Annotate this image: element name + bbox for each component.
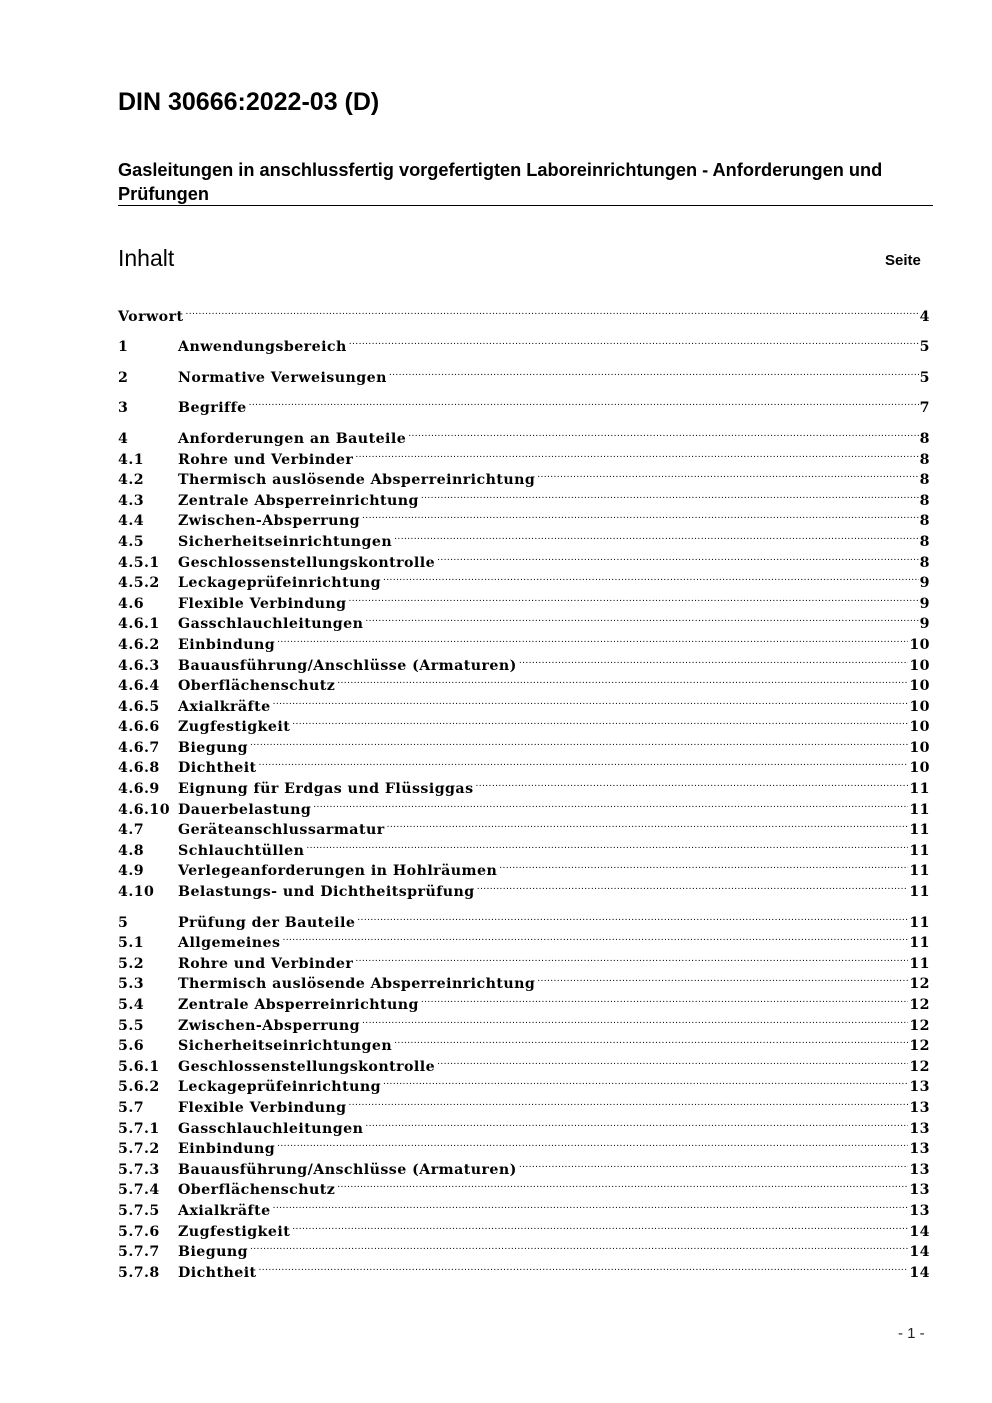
toc-entry[interactable] xyxy=(118,422,930,447)
toc-dot-leader xyxy=(365,1112,908,1133)
toc-entry-page: 14 xyxy=(909,1223,930,1240)
toc-entry-page: 13 xyxy=(909,1099,930,1116)
toc-entry[interactable] xyxy=(118,546,930,571)
toc-dot-leader xyxy=(365,608,918,629)
toc-entry-page: 11 xyxy=(909,884,930,901)
toc-entry-title: Prüfung der Bauteile xyxy=(178,914,356,931)
toc-entry-number: 4.6.5 xyxy=(118,698,160,715)
toc-entry-page: 14 xyxy=(909,1264,930,1281)
toc-entry-page: 14 xyxy=(909,1244,930,1261)
toc-entry-page: 12 xyxy=(909,976,930,993)
toc-dot-leader xyxy=(408,422,918,443)
page-number: - 1 - xyxy=(898,1325,925,1342)
toc-entry[interactable] xyxy=(118,567,930,592)
toc-dot-leader xyxy=(306,834,908,855)
toc-entry-title: Bauausführung/Anschlüsse (Armaturen) xyxy=(178,1161,517,1178)
toc-entry-title: Begriffe xyxy=(178,400,247,417)
toc-entry-title: Zwischen-Absperrung xyxy=(178,1017,361,1034)
toc-dot-leader xyxy=(259,1256,909,1277)
toc-entry[interactable] xyxy=(118,711,930,736)
toc-entry-title: Rohre und Verbinder xyxy=(178,451,354,468)
toc-entry-page: 11 xyxy=(909,822,930,839)
toc-dot-leader xyxy=(394,1030,908,1051)
toc-entry-page: 11 xyxy=(909,914,930,931)
document-number: DIN 30666:2022-03 (D) xyxy=(118,88,380,116)
toc-entry-number: 4.5.1 xyxy=(118,554,160,571)
toc-dot-leader xyxy=(292,711,908,732)
toc-dot-leader xyxy=(437,1050,908,1071)
toc-entry-number: 4.5.2 xyxy=(118,575,160,592)
toc-dot-leader xyxy=(273,1194,909,1215)
toc-entry-title: Dichtheit xyxy=(178,1264,257,1281)
toc-entry-page: 9 xyxy=(919,616,930,633)
toc-entry-number: 5.1 xyxy=(118,935,145,952)
toc-entry-title: Thermisch auslösende Absperreinrichtung xyxy=(178,976,536,993)
toc-entry-page: 10 xyxy=(909,657,930,674)
toc-entry-number: 4.6.7 xyxy=(118,739,160,756)
toc-dot-leader xyxy=(476,772,909,793)
toc-entry-page: 8 xyxy=(919,451,930,468)
toc-entry[interactable] xyxy=(118,331,930,356)
toc-entry[interactable] xyxy=(118,814,930,839)
toc-entry-page: 13 xyxy=(909,1079,930,1096)
toc-entry[interactable] xyxy=(118,968,930,993)
toc-entry-title: Zwischen-Absperrung xyxy=(178,513,361,530)
toc-entry-number: 3 xyxy=(118,400,129,417)
toc-entry-page: 9 xyxy=(919,595,930,612)
toc-entry[interactable] xyxy=(118,464,930,489)
toc-entry-page: 13 xyxy=(909,1202,930,1219)
toc-entry-page: 8 xyxy=(919,513,930,530)
toc-entry-title: Sicherheitseinrichtungen xyxy=(178,1038,393,1055)
document-title: Gasleitungen in anschlussfertig vorgefertigten Laboreinrichtungen - Anforderungen und Prüfungen xyxy=(118,160,883,204)
toc-dot-leader xyxy=(389,361,919,382)
toc-entry-number: 5.7.8 xyxy=(118,1264,160,1281)
toc-dot-leader xyxy=(499,855,908,876)
toc-entry-number: 4.8 xyxy=(118,842,145,859)
toc-entry[interactable] xyxy=(118,1236,930,1261)
toc-entry-number: 4.5 xyxy=(118,533,145,550)
toc-entry-page: 11 xyxy=(909,935,930,952)
toc-entry-title: Vorwort xyxy=(118,308,184,325)
toc-entry-page: 7 xyxy=(919,400,930,417)
toc-entry-title: Axialkräfte xyxy=(178,1202,271,1219)
toc-entry-page: 10 xyxy=(909,698,930,715)
toc-entry-title: Biegung xyxy=(178,1244,249,1261)
toc-entry-page: 10 xyxy=(909,760,930,777)
toc-dot-leader xyxy=(259,752,909,773)
toc-entry-page: 10 xyxy=(909,739,930,756)
toc-entry-number: 4.6.8 xyxy=(118,760,160,777)
toc-dot-leader xyxy=(249,392,919,413)
toc-entry[interactable] xyxy=(118,731,930,756)
toc-entry-number: 4.6.9 xyxy=(118,781,160,798)
toc-entry-title: Axialkräfte xyxy=(178,698,271,715)
toc-entry[interactable] xyxy=(118,793,930,818)
toc-entry[interactable] xyxy=(118,875,930,901)
toc-entry[interactable] xyxy=(118,443,930,468)
toc-entry[interactable] xyxy=(118,392,930,417)
toc-dot-leader xyxy=(357,906,908,927)
toc-entry-title: Einbindung xyxy=(178,636,276,653)
toc-dot-leader xyxy=(313,793,908,814)
toc-entry[interactable] xyxy=(118,690,930,715)
toc-entry[interactable] xyxy=(118,855,930,880)
toc-entry-title: Oberflächenschutz xyxy=(178,1182,336,1199)
toc-entry[interactable] xyxy=(118,649,930,674)
toc-entry-number: 5.7 xyxy=(118,1099,145,1116)
toc-entry-title: Zugfestigkeit xyxy=(178,719,291,736)
toc-entry-title: Zentrale Absperreinrichtung xyxy=(178,997,419,1013)
toc-entry-page: 9 xyxy=(919,575,930,592)
toc-dot-leader xyxy=(537,464,918,485)
toc-entry-title: Flexible Verbindung xyxy=(178,595,347,612)
toc-entry-title: Geräteanschlussarmatur xyxy=(178,822,385,839)
toc-entry[interactable] xyxy=(118,1133,930,1158)
toc-dot-leader xyxy=(383,1071,908,1092)
toc-entry-page: 10 xyxy=(909,719,930,736)
toc-entry-title: Verlegeanforderungen in Hohlräumen xyxy=(178,863,498,880)
toc-entry-title: Belastungs- und Dichtheitsprüfung xyxy=(178,884,475,901)
toc-entry-number: 4.10 xyxy=(118,884,155,901)
title-divider xyxy=(118,205,933,206)
table-of-contents xyxy=(118,300,930,1281)
toc-entry-page: 8 xyxy=(919,472,930,489)
toc-entry-title: Anwendungsbereich xyxy=(178,339,347,356)
toc-entry-page: 5 xyxy=(919,369,930,386)
toc-dot-leader xyxy=(186,300,919,321)
toc-entry[interactable] xyxy=(118,300,930,325)
toc-entry-number: 5.6.1 xyxy=(118,1058,160,1075)
toc-entry[interactable] xyxy=(118,772,930,798)
toc-entry-title: Geschlossenstellungskontrolle xyxy=(178,554,436,571)
toc-entry[interactable] xyxy=(118,1112,930,1137)
toc-entry-page: 11 xyxy=(909,842,930,859)
toc-entry[interactable] xyxy=(118,1009,930,1034)
toc-entry[interactable] xyxy=(118,1030,930,1055)
toc-entry-number: 4.4 xyxy=(118,513,145,530)
toc-entry-number: 5.6.2 xyxy=(118,1079,160,1096)
toc-dot-leader xyxy=(277,1133,908,1154)
toc-dot-leader xyxy=(362,1009,908,1030)
toc-entry-number: 5.7.4 xyxy=(118,1182,160,1199)
toc-dot-leader xyxy=(250,731,908,752)
toc-entry-number: 5.4 xyxy=(118,997,145,1013)
toc-entry-number: 5.7.7 xyxy=(118,1244,160,1261)
toc-dot-leader xyxy=(394,525,919,546)
toc-entry-title: Rohre und Verbinder xyxy=(178,955,354,972)
toc-entry[interactable] xyxy=(118,1194,930,1219)
toc-entry-page: 8 xyxy=(919,430,930,447)
toc-dot-leader xyxy=(362,505,919,526)
toc-entry-title: Leckageprüfeinrichtung xyxy=(178,575,381,592)
toc-entry-number: 5.7.2 xyxy=(118,1141,160,1158)
toc-entry-page: 12 xyxy=(909,1017,930,1034)
toc-entry-page: 8 xyxy=(919,533,930,550)
toc-entry-title: Normative Verweisungen xyxy=(178,369,387,386)
toc-entry-title: Eignung für Erdgas und Flüssiggas xyxy=(178,781,474,798)
toc-entry-page: 13 xyxy=(909,1141,930,1158)
toc-entry-page: 12 xyxy=(909,997,930,1013)
toc-entry[interactable] xyxy=(118,1050,930,1075)
toc-entry-title: Thermisch auslösende Absperreinrichtung xyxy=(178,472,536,489)
toc-entry[interactable] xyxy=(118,587,930,612)
toc-entry-number: 4.6.4 xyxy=(118,678,160,695)
toc-entry-page: 8 xyxy=(919,554,930,571)
toc-dot-leader xyxy=(337,1174,908,1195)
toc-entry-page: 11 xyxy=(909,955,930,972)
toc-entry[interactable] xyxy=(118,628,930,653)
toc-dot-leader xyxy=(282,927,908,948)
toc-dot-leader xyxy=(387,814,909,835)
toc-entry-page: 13 xyxy=(909,1120,930,1137)
toc-entry-number: 5.7.5 xyxy=(118,1202,160,1219)
toc-dot-leader xyxy=(277,628,908,649)
toc-dot-leader xyxy=(383,567,919,588)
toc-entry[interactable] xyxy=(118,752,930,777)
toc-entry-title: Oberflächenschutz xyxy=(178,678,336,695)
toc-entry-number: 4.7 xyxy=(118,822,145,839)
toc-entry[interactable] xyxy=(118,834,930,859)
toc-entry-number: 5.6 xyxy=(118,1038,145,1055)
toc-entry[interactable] xyxy=(118,505,930,530)
toc-entry-number: 4.6.6 xyxy=(118,719,160,736)
toc-entry-title: Zugfestigkeit xyxy=(178,1223,291,1240)
toc-entry-number: 1 xyxy=(118,339,129,356)
toc-dot-leader xyxy=(437,546,919,567)
toc-dot-leader xyxy=(349,331,919,352)
toc-entry-page: 8 xyxy=(919,492,930,509)
toc-entry-number: 5.7.1 xyxy=(118,1120,160,1137)
toc-entry-page: 11 xyxy=(909,863,930,880)
toc-entry-page: 11 xyxy=(909,781,930,798)
toc-entry-title: Gasschlauchleitungen xyxy=(178,616,364,633)
toc-entry-page: 13 xyxy=(909,1182,930,1199)
toc-entry-page: 12 xyxy=(909,1038,930,1055)
toc-entry-number: 5.2 xyxy=(118,955,145,972)
toc-entry-number: 4.6.1 xyxy=(118,616,160,633)
toc-entry-number: 5.7.3 xyxy=(118,1161,160,1178)
toc-entry[interactable] xyxy=(118,947,930,972)
toc-dot-leader xyxy=(348,587,918,608)
toc-entry-number: 4 xyxy=(118,430,129,447)
toc-heading: Inhalt xyxy=(118,245,175,271)
toc-dot-leader xyxy=(421,484,919,505)
toc-entry-number: 2 xyxy=(118,369,129,386)
toc-entry-title: Einbindung xyxy=(178,1141,276,1158)
toc-entry-page: 10 xyxy=(909,636,930,653)
toc-entry-number: 5.3 xyxy=(118,976,145,993)
toc-dot-leader xyxy=(355,443,918,464)
toc-entry-title: Gasschlauchleitungen xyxy=(178,1120,364,1137)
toc-entry[interactable] xyxy=(118,988,930,1013)
toc-entry-number: 5.7.6 xyxy=(118,1223,160,1240)
toc-dot-leader xyxy=(421,988,908,1009)
toc-entry-number: 4.2 xyxy=(118,472,145,489)
toc-entry-title: Leckageprüfeinrichtung xyxy=(178,1079,381,1096)
toc-dot-leader xyxy=(273,690,909,711)
toc-entry[interactable] xyxy=(118,927,930,952)
toc-dot-leader xyxy=(477,875,909,896)
toc-entry-number: 4.9 xyxy=(118,863,145,880)
toc-dot-leader xyxy=(337,670,908,691)
toc-entry-number: 4.1 xyxy=(118,451,145,468)
toc-entry-number: 4.3 xyxy=(118,492,145,509)
toc-dot-leader xyxy=(519,1153,909,1174)
toc-entry-number: 5 xyxy=(118,914,129,931)
toc-dot-leader xyxy=(348,1091,908,1112)
toc-entry-title: Anforderungen an Bauteile xyxy=(178,430,407,447)
toc-dot-leader xyxy=(250,1236,908,1257)
toc-entry-number: 4.6.3 xyxy=(118,657,160,674)
toc-entry[interactable] xyxy=(118,608,930,633)
toc-entry-title: Schlauchtüllen xyxy=(178,842,305,859)
toc-entry-title: Zentrale Absperreinrichtung xyxy=(178,492,419,509)
toc-entry-number: 4.6.2 xyxy=(118,636,160,653)
toc-page-column-label: Seite xyxy=(885,252,921,269)
toc-dot-leader xyxy=(537,968,908,989)
toc-dot-leader xyxy=(519,649,909,670)
toc-entry-page: 12 xyxy=(909,1058,930,1075)
toc-entry[interactable] xyxy=(118,906,930,931)
toc-entry[interactable] xyxy=(118,1215,930,1240)
toc-entry[interactable] xyxy=(118,1153,930,1178)
toc-entry-title: Dauerbelastung xyxy=(178,801,312,818)
toc-entry[interactable] xyxy=(118,1071,930,1096)
toc-entry-number: 4.6 xyxy=(118,595,145,612)
toc-entry-page: 11 xyxy=(909,801,930,818)
toc-entry-title: Bauausführung/Anschlüsse (Armaturen) xyxy=(178,657,517,674)
toc-entry-title: Biegung xyxy=(178,739,249,756)
toc-entry-title: Geschlossenstellungskontrolle xyxy=(178,1058,436,1075)
toc-entry-title: Sicherheitseinrichtungen xyxy=(178,533,393,550)
toc-entry-number: 5.5 xyxy=(118,1017,145,1034)
toc-entry-page: 13 xyxy=(909,1161,930,1178)
toc-entry-title: Allgemeines xyxy=(178,935,281,952)
toc-entry-number: 4.6.10 xyxy=(118,801,171,818)
toc-entry[interactable] xyxy=(118,525,930,550)
toc-entry[interactable] xyxy=(118,1174,930,1199)
toc-entry[interactable] xyxy=(118,670,930,695)
toc-dot-leader xyxy=(355,947,908,968)
toc-entry[interactable] xyxy=(118,1256,930,1281)
toc-entry-title: Dichtheit xyxy=(178,760,257,777)
toc-dot-leader xyxy=(292,1215,908,1236)
toc-entry-page: 4 xyxy=(919,308,930,325)
toc-entry[interactable] xyxy=(118,361,930,386)
toc-entry-title: Flexible Verbindung xyxy=(178,1099,347,1116)
toc-entry[interactable] xyxy=(118,1091,930,1116)
toc-entry[interactable] xyxy=(118,484,930,509)
toc-entry-page: 10 xyxy=(909,678,930,695)
toc-entry-page: 5 xyxy=(919,339,930,356)
